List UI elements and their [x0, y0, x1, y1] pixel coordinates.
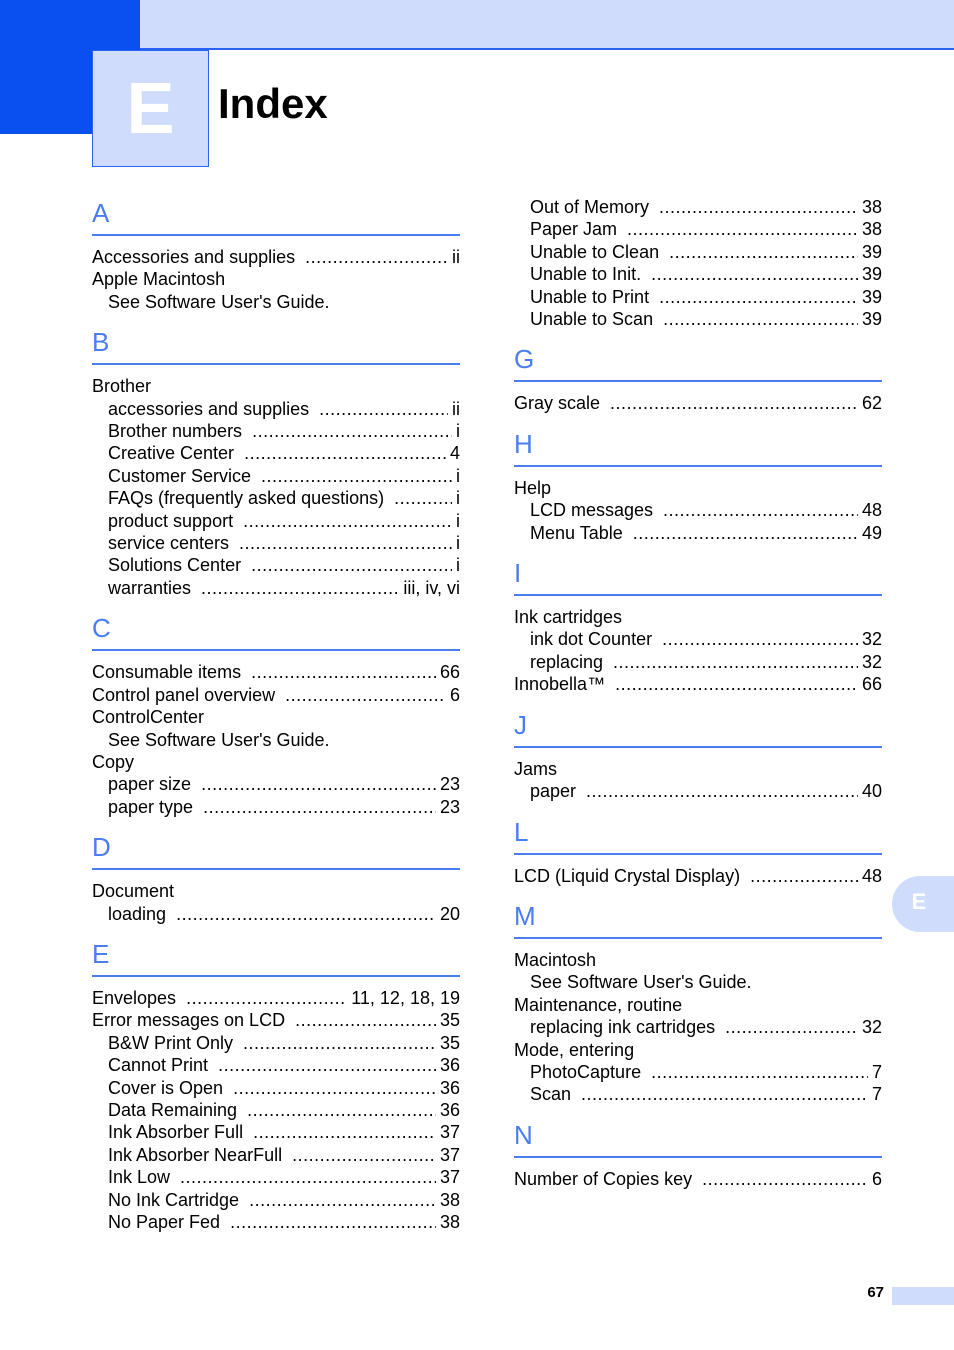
- section-rule: [514, 937, 882, 939]
- index-subentry: [92, 465, 460, 487]
- index-section: [92, 937, 460, 1233]
- section-rule: [514, 465, 882, 467]
- dot-leader: [251, 661, 436, 683]
- dot-leader: [180, 1166, 436, 1188]
- dot-leader: [201, 773, 436, 795]
- index-section: [92, 611, 460, 818]
- dot-leader: [251, 554, 452, 576]
- entry-text: paper type: [108, 796, 194, 817]
- index-entry: [92, 1009, 460, 1031]
- page-title: Index: [218, 80, 328, 127]
- index-entry: [92, 880, 460, 902]
- index-entry: [92, 706, 460, 728]
- entry-page-ref: 62: [861, 393, 882, 414]
- entry-text: Maintenance, routine: [514, 994, 683, 1015]
- section-letter: A: [92, 198, 110, 228]
- section-rule: [514, 380, 882, 382]
- dot-leader: [292, 1144, 436, 1166]
- index-section: [514, 815, 882, 887]
- index-entry: [514, 477, 882, 499]
- index-subentry: [92, 796, 460, 818]
- entry-page-ref: 36: [439, 1099, 460, 1120]
- index-subentry: [92, 487, 460, 509]
- entry-page-ref: 38: [439, 1212, 460, 1232]
- dot-leader: [394, 487, 452, 509]
- section-letter: C: [92, 613, 111, 644]
- entry-page-ref: 40: [861, 781, 882, 802]
- entry-text: Innobella™: [514, 674, 606, 695]
- index-entry: [514, 673, 882, 695]
- entry-text: Unable to Scan: [530, 309, 654, 330]
- section-letter: L: [514, 816, 529, 847]
- dot-leader: [252, 420, 452, 442]
- index-subentry: [92, 729, 460, 751]
- entry-page-ref: 36: [439, 1077, 460, 1098]
- index-subentry: [92, 1077, 460, 1099]
- index-subentry: [92, 554, 460, 576]
- entry-text: LCD (Liquid Crystal Display): [514, 865, 741, 886]
- entry-text: Document: [92, 881, 175, 902]
- entry-page-ref: 39: [861, 309, 882, 330]
- entry-text: B&W Print Only: [108, 1032, 234, 1053]
- index-entry: [514, 949, 882, 971]
- dot-leader: [319, 398, 448, 420]
- header-rule: [140, 48, 954, 50]
- section-letter: J: [514, 709, 527, 740]
- dot-leader: [230, 1211, 436, 1233]
- entry-page-ref: 37: [439, 1167, 460, 1188]
- entry-page-ref: 39: [861, 264, 882, 285]
- entry-text: Out of Memory: [530, 197, 650, 217]
- entry-text: Apple Macintosh: [92, 269, 226, 290]
- entry-page-ref: 35: [439, 1010, 460, 1031]
- entry-text: warranties: [108, 577, 192, 598]
- entry-page-ref: iii, iv, vi: [403, 577, 460, 598]
- index-column-left: [92, 196, 460, 1233]
- index-column-right: [514, 196, 882, 1190]
- section-letter: B: [92, 327, 110, 358]
- entry-text: Creative Center: [108, 443, 235, 464]
- section-letter: H: [514, 428, 533, 459]
- index-entry: [92, 751, 460, 773]
- index-subentry: [92, 532, 460, 554]
- entry-page-ref: i: [456, 488, 460, 509]
- dot-leader: [750, 865, 858, 887]
- entry-text: ControlCenter: [92, 707, 205, 728]
- entry-page-ref: 66: [861, 674, 882, 695]
- dot-leader: [669, 241, 858, 263]
- entry-text: Envelopes: [92, 987, 177, 1008]
- section-rule: [92, 649, 460, 651]
- index-entry: [92, 268, 460, 290]
- section-letter: D: [92, 832, 111, 863]
- entry-text: Unable to Init.: [530, 264, 642, 285]
- index-entry: [514, 606, 882, 628]
- entry-text: Solutions Center: [108, 555, 242, 576]
- dot-leader: [633, 522, 858, 544]
- entry-text: FAQs (frequently asked questions): [108, 488, 385, 509]
- dot-leader: [201, 577, 399, 599]
- index-subentry: [92, 577, 460, 599]
- entry-text: Ink Absorber NearFull: [108, 1144, 283, 1165]
- index-section: [92, 830, 460, 925]
- section-rule: [514, 746, 882, 748]
- entry-text: Ink Absorber Full: [108, 1122, 244, 1143]
- index-subentry: [92, 773, 460, 795]
- index-entry: [514, 758, 882, 780]
- dot-leader: [586, 780, 858, 802]
- dot-leader: [659, 196, 858, 218]
- entry-page-ref: 37: [439, 1122, 460, 1143]
- entry-text: Customer Service: [108, 465, 252, 486]
- dot-leader: [253, 1121, 436, 1143]
- entry-text: Ink cartridges: [514, 607, 623, 628]
- entry-page-ref: 66: [439, 662, 460, 683]
- entry-text: Consumable items: [92, 662, 242, 683]
- entry-page-ref: 38: [861, 219, 882, 240]
- entry-text: product support: [108, 510, 234, 531]
- dot-leader: [615, 673, 858, 695]
- dot-leader: [581, 1083, 868, 1105]
- entry-text: LCD messages: [530, 500, 654, 521]
- dot-leader: [663, 308, 858, 330]
- dot-leader: [243, 510, 452, 532]
- entry-text: Brother numbers: [108, 421, 243, 442]
- index-subentry: [514, 522, 882, 544]
- index-entry: [92, 375, 460, 397]
- entry-text: loading: [108, 903, 167, 924]
- section-letter: E: [92, 938, 110, 969]
- entry-page-ref: ii: [452, 247, 460, 267]
- entry-text: Help: [514, 477, 552, 498]
- section-rule: [92, 363, 460, 365]
- index-section: [514, 708, 882, 803]
- header-band: [0, 0, 954, 50]
- entry-text: Data Remaining: [108, 1099, 238, 1120]
- entry-text: Paper Jam: [530, 219, 618, 240]
- entry-page-ref: 7: [871, 1084, 882, 1105]
- index-subentry: [92, 1032, 460, 1054]
- dot-leader: [610, 392, 858, 414]
- dot-leader: [305, 246, 448, 268]
- index-subentry: [514, 263, 882, 285]
- index-subentry: [92, 1121, 460, 1143]
- entry-text: ink dot Counter: [530, 629, 653, 650]
- index-subentry: [514, 218, 882, 240]
- entry-text: See Software User's Guide.: [108, 291, 330, 312]
- entry-page-ref: i: [456, 465, 460, 486]
- index-subentry: [92, 291, 460, 313]
- entry-text: Copy: [92, 751, 135, 772]
- index-subentry: [514, 196, 882, 218]
- index-subentry: [514, 1061, 882, 1083]
- chapter-letter-box: [92, 50, 209, 167]
- section-letter: I: [514, 558, 522, 589]
- entry-page-ref: 32: [861, 1017, 882, 1038]
- index-subentry: [514, 1016, 882, 1038]
- dot-leader: [218, 1054, 436, 1076]
- dot-leader: [186, 987, 347, 1009]
- entry-page-ref: i: [456, 421, 460, 442]
- entry-text: Unable to Clean: [530, 241, 660, 262]
- dot-leader: [203, 796, 436, 818]
- dot-leader: [243, 1032, 436, 1054]
- entry-text: PhotoCapture: [530, 1061, 642, 1082]
- index-entry: [514, 865, 882, 887]
- section-rule: [514, 1156, 882, 1158]
- index-section: [514, 899, 882, 1106]
- index-subentry: [92, 442, 460, 464]
- entry-page-ref: 38: [861, 197, 882, 217]
- entry-page-ref: i: [456, 555, 460, 576]
- entry-text: Macintosh: [514, 949, 597, 970]
- dot-leader: [261, 465, 452, 487]
- index-subentry: [92, 1189, 460, 1211]
- entry-text: replacing ink cartridges: [530, 1017, 716, 1038]
- entry-page-ref: 23: [439, 796, 460, 817]
- dot-leader: [662, 628, 858, 650]
- entry-page-ref: 37: [439, 1144, 460, 1165]
- index-subentry: [514, 499, 882, 521]
- entry-text: Cover is Open: [108, 1077, 224, 1098]
- section-rule: [514, 853, 882, 855]
- entry-text: paper size: [108, 774, 192, 795]
- index-subentry: [514, 780, 882, 802]
- index-section: [514, 556, 882, 696]
- entry-text: Menu Table: [530, 522, 623, 543]
- index-subentry: [514, 286, 882, 308]
- entry-text: Cannot Print: [108, 1055, 209, 1076]
- section-rule: [514, 594, 882, 596]
- chapter-letter: E: [126, 68, 175, 149]
- entry-page-ref: 36: [439, 1055, 460, 1076]
- dot-leader: [659, 286, 858, 308]
- entry-page-ref: ii: [452, 398, 460, 419]
- index-entry: [514, 392, 882, 414]
- section-rule: [92, 975, 460, 977]
- index-subentry: [92, 420, 460, 442]
- index-entry: [92, 246, 460, 268]
- entry-page-ref: 4: [449, 443, 460, 464]
- entry-text: Unable to Print: [530, 286, 650, 307]
- entry-page-ref: 11, 12, 18, 19: [351, 987, 460, 1008]
- dot-leader: [244, 442, 446, 464]
- index-entry: [514, 1168, 882, 1190]
- entry-text: service centers: [108, 533, 230, 554]
- dot-leader: [176, 903, 436, 925]
- entry-text: See Software User's Guide.: [108, 729, 330, 750]
- entry-text: See Software User's Guide.: [530, 972, 752, 993]
- continued-entries: [514, 196, 882, 330]
- index-section: [514, 1118, 882, 1190]
- section-letter: N: [514, 1119, 533, 1150]
- index-subentry: [514, 241, 882, 263]
- index-section: [92, 325, 460, 599]
- index-subentry: [92, 510, 460, 532]
- dot-leader: [627, 218, 858, 240]
- dot-leader: [702, 1168, 868, 1190]
- dot-leader: [295, 1009, 436, 1031]
- index-subentry: [92, 1099, 460, 1121]
- entry-page-ref: 39: [861, 286, 882, 307]
- index-section: [514, 342, 882, 414]
- index-subentry: [514, 651, 882, 673]
- index-subentry: [92, 1211, 460, 1233]
- entry-page-ref: 48: [861, 500, 882, 521]
- entry-page-ref: 23: [439, 774, 460, 795]
- entry-text: Accessories and supplies: [92, 247, 296, 267]
- index-entry: [92, 661, 460, 683]
- entry-text: paper: [530, 781, 577, 802]
- index-subentry: [514, 971, 882, 993]
- dot-leader: [663, 499, 858, 521]
- entry-page-ref: 39: [861, 241, 882, 262]
- entry-page-ref: 49: [861, 522, 882, 543]
- index-entry: [514, 1039, 882, 1061]
- index-entry: [514, 994, 882, 1016]
- index-subentry: [92, 1166, 460, 1188]
- dot-leader: [651, 263, 858, 285]
- entry-text: Jams: [514, 758, 558, 779]
- dot-leader: [285, 684, 446, 706]
- entry-text: Number of Copies key: [514, 1168, 693, 1189]
- entry-page-ref: 20: [439, 903, 460, 924]
- entry-text: No Ink Cartridge: [108, 1189, 240, 1210]
- index-subentry: [514, 1083, 882, 1105]
- section-letter: M: [514, 900, 536, 931]
- entry-page-ref: 32: [861, 651, 882, 672]
- entry-text: Mode, entering: [514, 1039, 635, 1060]
- index-section: [514, 427, 882, 544]
- entry-text: Error messages on LCD: [92, 1010, 286, 1031]
- index-subentry: [92, 1054, 460, 1076]
- entry-text: replacing: [530, 651, 604, 672]
- dot-leader: [249, 1189, 436, 1211]
- index-subentry: [92, 398, 460, 420]
- entry-text: accessories and supplies: [108, 398, 310, 419]
- entry-page-ref: 7: [871, 1061, 882, 1082]
- dot-leader: [725, 1016, 858, 1038]
- entry-page-ref: 6: [871, 1168, 882, 1189]
- entry-page-ref: 38: [439, 1189, 460, 1210]
- index-entry: [92, 684, 460, 706]
- entry-page-ref: 35: [439, 1032, 460, 1053]
- entry-page-ref: 48: [861, 865, 882, 886]
- page-number: 67: [867, 1284, 884, 1301]
- entry-text: No Paper Fed: [108, 1212, 221, 1232]
- dot-leader: [247, 1099, 436, 1121]
- section-rule: [92, 234, 460, 236]
- dot-leader: [233, 1077, 436, 1099]
- index-subentry: [92, 903, 460, 925]
- entry-text: Ink Low: [108, 1167, 171, 1188]
- index-entry: [92, 987, 460, 1009]
- entry-page-ref: i: [456, 510, 460, 531]
- entry-text: Scan: [530, 1084, 572, 1105]
- entry-text: Brother: [92, 376, 152, 397]
- entry-page-ref: 32: [861, 629, 882, 650]
- index-section: [92, 196, 460, 313]
- dot-leader: [239, 532, 452, 554]
- section-letter: G: [514, 344, 535, 375]
- entry-text: Control panel overview: [92, 684, 276, 705]
- section-rule: [92, 868, 460, 870]
- entry-page-ref: i: [456, 533, 460, 554]
- entry-page-ref: 6: [449, 684, 460, 705]
- dot-leader: [613, 651, 858, 673]
- index-subentry: [514, 628, 882, 650]
- page-number-bar: [892, 1287, 954, 1305]
- side-tab-letter: E: [911, 889, 927, 914]
- entry-text: Gray scale: [514, 393, 601, 414]
- index-subentry: [514, 308, 882, 330]
- dot-leader: [651, 1061, 868, 1083]
- chapter-side-tab: [892, 876, 954, 932]
- index-subentry: [92, 1144, 460, 1166]
